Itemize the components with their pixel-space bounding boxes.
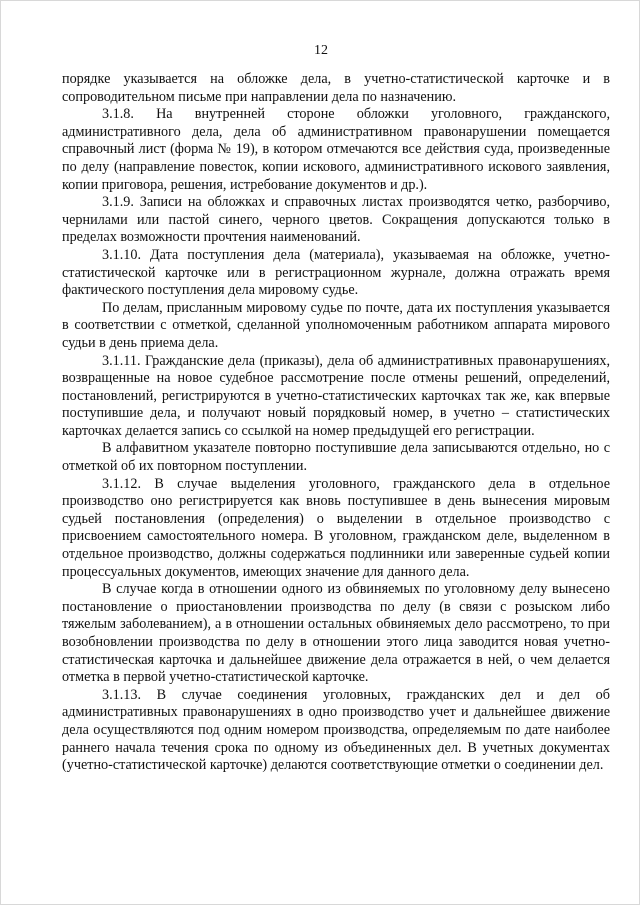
paragraph-3-1-8: 3.1.8. На внутренней стороне обложки уголовного, гражданского, административного дела, дела об административном правонарушении помещается справочный лист (форма № 19), в котором отмечаются все действия суда, произведенные по делу (направление повесток, копии искового, административного искового заявления, копии приговора, решения, истребование документов и др.).	[62, 106, 610, 193]
paragraph-3-1-12: 3.1.12. В случае выделения уголовного, гражданского дела в отдельное производство оно регистрируется как вновь поступившее в день вынесения мировым судьей постановления (определения) о выделении в отдельное производство с присвоением самостоятельного номера. В уголовном, гражданском деле, выделенном в отдельное производство, должны содержаться подлинники или заверенные судьей копии процессуальных документов, имеющих значение для данного дела.	[62, 475, 610, 580]
paragraph-postal-cases: По делам, присланным мировому судье по почте, дата их поступления указывается в соответствии с отметкой, сделанной уполномоченным работником аппарата мирового судьи в день приема дела.	[62, 299, 610, 351]
page-number: 12	[314, 43, 328, 58]
paragraph-3-1-11: 3.1.11. Гражданские дела (приказы), дела об административных правонарушениях, возвращенные на новое судебное рассмотрение после отмены решений, определений, постановлений, регистрируются в учетно-статистических карточках так же, как впервые поступившие дела, и получают новый порядковый номер, в учетно – статистических карточках делается запись со ссылкой на номер предыдущей его регистрации.	[62, 352, 610, 439]
paragraph-continuation: порядке указывается на обложке дела, в учетно-статистической карточке и в сопроводительном письме при направлении дела по назначению.	[62, 71, 610, 105]
paragraph-alphabetical-index: В алфавитном указателе повторно поступившие дела записываются отдельно, но с отметкой об их повторном поступлении.	[62, 440, 610, 475]
document-body	[62, 71, 610, 775]
paragraph-3-1-10: 3.1.10. Дата поступления дела (материала), указываемая на обложке, учетно-статистической карточке или в регистрационном журнале, должна отражать время фактического поступления дела мировому судье.	[62, 246, 610, 299]
paragraph-3-1-9: 3.1.9. Записи на обложках и справочных листах производятся четко, разборчиво, чернилами или пастой синего, черного цветов. Сокращения допускаются только в пределах возможности прочтения наименований.	[62, 194, 610, 246]
paragraph-3-1-13: 3.1.13. В случае соединения уголовных, гражданских дел и дел об административных правонарушениях в одно производство учет и дальнейшее движение дела осуществляются под одним номером производства, определяемым по дате наиболее раннего начала течения срока по одному из объединенных дел. В учетных документах (учетно-статистической карточке) делаются соответствующие отметки о соединении дел.	[62, 686, 610, 774]
paragraph-suspension: В случае когда в отношении одного из обвиняемых по уголовному делу вынесено постановление о приостановлении производства по делу (в связи с розыском либо тяжелым заболеванием), а в отношении остальных обвиняемых дело рассмотрено, то при возобновлении производства по делу в отношении этого лица заводится новая учетно-статистическая карточка и дальнейшее движение дела отражается в ней, о чем делается отметка в первой учетно-статистической карточке.	[62, 581, 610, 686]
